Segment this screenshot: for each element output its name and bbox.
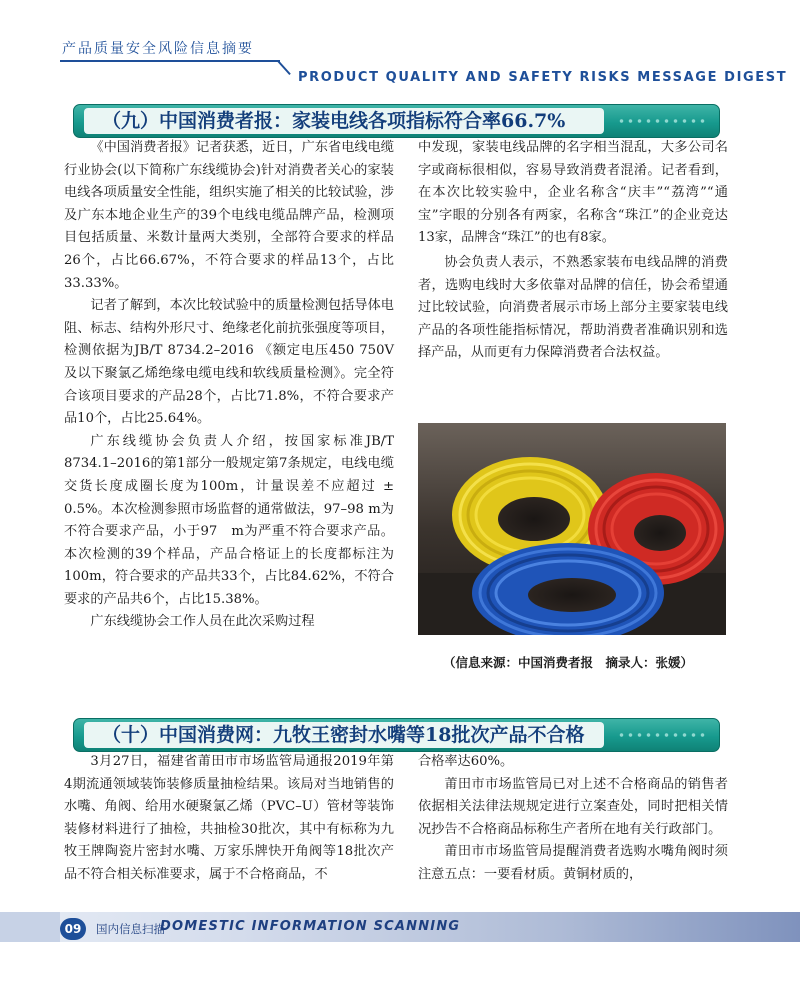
- banner-dots-decoration: [617, 117, 707, 125]
- paragraph: 莆田市市场监管局提醒消费者选购水嘴角阀时须注意五点：一要看材质。黄铜材质的，: [418, 844, 728, 882]
- header-title-cn: 产品质量安全风险信息摘要: [62, 41, 254, 57]
- wire-coils-image: [418, 423, 726, 635]
- banner-dots-decoration: [617, 731, 707, 739]
- paragraph: 合格率达60%。: [418, 754, 514, 769]
- section9-banner: [73, 104, 720, 138]
- paragraph: 广东线缆协会负责人介绍，按国家标准JB/T 8734.1–2016的第1部分一般规定第7条规定，电线电缆交货长度成圈长度为100m，计量误差不应超过 ± 0.5%。本次检测参照市场监督的通常做法，97–98 m为不符合要求产品，小于97 m为严重不符合要求产品。本次检测的39个样品，产品合格证上的长度都标注为100m，符合要求的产品共33个，占比84.62%，不符合要求的产品共6个，占比15.38%。: [64, 433, 408, 607]
- header-title-en: PRODUCT QUALITY AND SAFETY RISKS MESSAGE DIGEST: [298, 70, 788, 85]
- section10-banner: [73, 718, 720, 752]
- footer-label-en: DOMESTIC INFORMATION SCANNING: [160, 919, 461, 934]
- footer-label-cn: 国内信息扫描: [96, 922, 165, 936]
- section10-right-column: [418, 751, 728, 887]
- section9-left-column: [64, 137, 408, 634]
- paragraph: 《中国消费者报》记者获悉，近日，广东省电线电缆行业协会(以下简称广东线缆协会)针对消费者关心的家装电线各项质量安全性能，组织实施了相关的比较试验，涉及广东本地企业生产的39个电线电缆品牌产品，检测项目包括质量、米数计量两大类别，全部符合要求的样品26个，占比66.67%，不符合要求的样品13个，占比33.33%。: [64, 140, 394, 291]
- section9-right-column: [418, 137, 728, 365]
- electrical-wire-coils-photo: [418, 423, 726, 635]
- section10-heading: （十）中国消费网：九牧王密封水嘴等18批次产品不合格: [102, 724, 585, 746]
- section9-heading: （九）中国消费者报：家装电线各项指标符合率66.7%: [102, 110, 566, 132]
- paragraph: 协会负责人表示，不熟悉家装布电线品牌的消费者，选购电线时大多依靠对品牌的信任，协会希望通过比较试验，向消费者展示市场上部分主要家装电线产品的各项性能指标情况，帮助消费者准确识别和选择产品，从而更有力保障消费者合法权益。: [418, 254, 728, 361]
- paragraph: 广东线缆协会工作人员在此次采购过程: [90, 614, 315, 630]
- footer-edge: [0, 912, 60, 942]
- header-rule-slope: [277, 60, 291, 75]
- section10-left-column: [64, 751, 394, 887]
- paragraph: 3月27日，福建省莆田市市场监管局通报2019年第4期流通领域装饰装修质量抽检结果。该局对当地销售的水嘴、角阀、给用水硬聚氯乙烯（PVC–U）管材等装饰装修材料进行了抽检，共抽检30批次，其中有标称为九牧王牌陶瓷片密封水嘴、万家乐牌快开角阀等18批次产品不符合相关标准要求，属于不合格商品，不: [64, 754, 394, 882]
- header-rule: [60, 60, 280, 62]
- paragraph: 记者了解到，本次比较试验中的质量检测包括导体电阻、标志、结构外形尺寸、绝缘老化前抗张强度等项目，检测依据为JB/T 8734.2–2016 《额定电压450 750V及以下聚氯乙烯绝缘电缆电线和软线质量检测》。完全符合该项目要求的产品28个，占比71.8%，不符合要求产品10个，占比25.64%。: [64, 298, 394, 427]
- page-number: 09: [60, 918, 86, 940]
- photo-caption: （信息来源：中国消费者报 摘录人：张媛）: [443, 655, 694, 670]
- paragraph: 莆田市市场监管局已对上述不合格商品的销售者依据相关法律法规规定进行立案查处，同时把相关情况抄告不合格商品标称生产者所在地有关行政部门。: [418, 776, 728, 837]
- paragraph: 中发现，家装电线品牌的名字相当混乱，大多公司名字或商标很相似，容易导致消费者混淆。记者看到，在本次比较实验中，企业名称含“庆丰”“荔湾”“通宝”字眼的分别各有两家，名称含“珠江”的企业竞达13家，品牌含“珠江”的也有8家。: [418, 140, 728, 246]
